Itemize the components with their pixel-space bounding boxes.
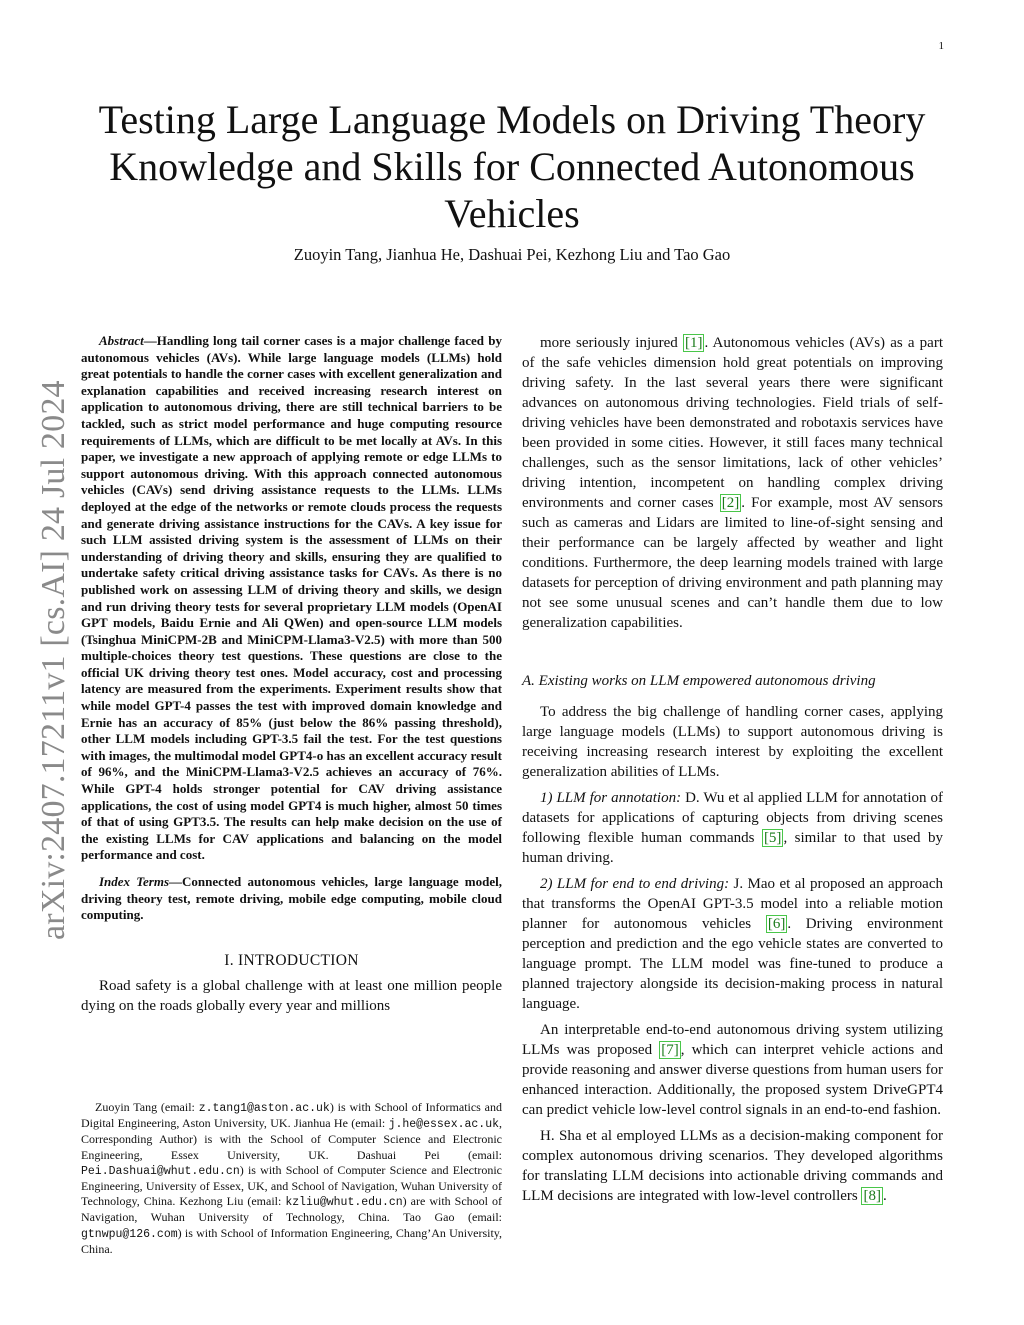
intro-paragraph-continued	[522, 333, 943, 633]
email-address[interactable]: z.tang1@aston.ac.uk	[198, 1102, 330, 1115]
intro-text-b: . Autonomous vehicles (AVs) as a part of the safe vehicles dimension hold great potentials on improving driving safety. In the last several years there were significant advances on autonomous driving technologies. Field trials of self-driving vehicles have been demonstrated and robotaxis services have been provided in some cities. However, it still faces many technical challenges, such as the sensor limitations, lack of other vehicles’ driving intention, incompetent on handling complex driving environments and corner cases	[522, 335, 943, 511]
section-a-paragraph-drivegpt4	[522, 1020, 943, 1120]
section-heading-introduction: I. INTRODUCTION	[224, 951, 359, 969]
section-a-paragraph-end-to-end	[522, 874, 943, 1014]
paragraph-label: 1) LLM for annotation:	[540, 790, 682, 806]
email-address[interactable]: gtnwpu@126.com	[81, 1227, 178, 1241]
footnote-text: ) are with School of Navigation, Wuhan University of Technology, China. Tao Gao (email:	[81, 1194, 502, 1225]
citation-link[interactable]: [1]	[684, 335, 703, 351]
author-list: Zuoyin Tang, Jianhua He, Dashuai Pei, Kezhong Liu and Tao Gao	[293, 245, 731, 264]
email-address[interactable]: j.he@essex.ac.uk	[388, 1118, 499, 1132]
footnote-text: Zuoyin Tang (email:	[95, 1100, 199, 1114]
footnote-text: ) is with School of Informatics and Digital Engineering, Aston University, UK. Jianhua He (email:	[81, 1100, 502, 1131]
section-a-paragraph-1: To address the big challenge of handling corner cases, applying large language models (LLMs) to support autonomous driving is receiving increasing research interest by exploiting the excellent generalization abilities of LLMs.	[522, 704, 943, 780]
paragraph-label: 2) LLM for end to end driving:	[540, 876, 730, 892]
paragraph-text: .	[882, 1188, 887, 1204]
index-terms-label: Index Terms	[99, 874, 170, 889]
page-number: 1	[938, 40, 944, 52]
abstract-label: Abstract	[99, 333, 144, 348]
paragraph-text: D. Wu et al applied LLM for annotation of datasets for applications of capturing objects from driving scenes following flexible human commands	[522, 790, 943, 846]
section-a-paragraph-annotation	[522, 788, 943, 868]
citation-link[interactable]: [5]	[763, 830, 782, 846]
section-a-paragraph-decision	[522, 1126, 943, 1206]
right-column	[522, 333, 943, 1206]
email-address[interactable]: Pei.Dashuai@whut.edu.cn	[81, 1164, 240, 1178]
citation-link[interactable]: [2]	[721, 495, 740, 511]
paragraph-text: An interpretable end-to-end autonomous driving system utilizing LLMs was proposed	[522, 1022, 943, 1058]
email-address[interactable]: kzliu@whut.edu.cn	[285, 1196, 403, 1210]
author-affiliation-footnote	[81, 1100, 502, 1257]
paragraph-text: . Driving environment perception and prediction and the ego vehicle states are converted to language prompt. The LLM model was fine-tuned to produce a planned trajectory alongside its decision-making process in natural language.	[522, 916, 943, 1012]
abstract-text: —Handling long tail corner cases is a major challenge faced by autonomous vehicles (AVs). While large language models (LLMs) hold great potentials to handle the corner cases with excellent generalization and explanation capabilities and received increasing research interest on application to autonomous driving, there are still technical barriers to be tackled, such as strict model performance and huge computing resource requirements of LLMs, which are difficult to be met locally at AVs. In this paper, we investigate a new approach of applying remote or edge LLMs to support autonomous driving. With this approach connected autonomous vehicles (CAVs) send driving assistance requests to the LLMs. LLMs deployed at the edge of the networks or remote clouds process the requests and generate driving assistance instructions for the CAVs. A key issue for such LLM assisted driving system is the assessment of LLMs on their understanding of driving theory and skills, ensuring they are qualified to undertake safety critical driving assistance tasks for CAVs. As there is no published work on assessing LLM of driving theory and skills, we design and run driving theory tests for several proprietary LLM models (OpenAI GPT models, Baidu Ernie and Ali QWen) and open-source LLM models (Tsinghua MiniCPM-2B and MiniCPM-Llama3-V2.5) with more than 500 multiple-choices theory test questions. These questions are close to the official UK driving theory test ones. Model accuracy, cost and processing latency are measured from the experiments. Experiment results show that while model GPT-4 passes the test with improved domain knowledge and Ernie has an accuracy of 85% (just below the 86% passing threshold), other LLM models including GPT-3.5 fail the test. For the test questions with images, the multimodal model GPT4-o has an excellent accuracy result of 96%, and the MiniCPM-Llama3-V2.5 achieves an accuracy of 76%. While GPT-4 holds stronger potential for CAV driving assistance applications, the cost of using model GPT4 is much higher, almost 50 times of that of using GPT3.5. The results can help make decision on the use of the existing LLMs for CAV applications and balancing on the model performance and cost.	[81, 333, 502, 863]
arxiv-identifier[interactable]: arXiv:2407.17211v1 [cs.AI] 24 Jul 2024	[35, 380, 72, 940]
footnote-text: ) is with School of Computer Science and Electronic Engineering, University of Essex, UK, and School of Navigation, Wuhan University of Technology, China. Kezhong Liu (email:	[81, 1162, 502, 1209]
intro-text-c: . For example, most AV sensors such as cameras and Lidars are limited to line-of-sight sensing and their performance can be largely affected by weather and light conditions. Furthermore, the deep learning models trained with large datasets for perception of driving environment and path planning may not see some unusual scenes and can’t handle them due to low generalization capabilities.	[522, 495, 943, 631]
citation-link[interactable]: [6]	[767, 916, 786, 932]
citation-link[interactable]: [8]	[863, 1188, 881, 1204]
paragraph-text: H. Sha et al employed LLMs as a decision-making component for complex autonomous driving scenarios. They developed algorithms for translating LLM decisions into actionable driving commands and LLM decisions are integrated with low-level controllers	[522, 1128, 943, 1204]
intro-paragraph: Road safety is a global challenge with at least one million people dying on the roads globally every year and millions	[81, 977, 502, 1014]
citation-link[interactable]: [7]	[661, 1042, 679, 1058]
left-column	[81, 333, 502, 1016]
index-terms	[81, 874, 502, 924]
paragraph-text: J. Mao et al proposed an approach that transforms the OpenAI GPT-3.5 model into a reliable motion planner for autonomous vehicles	[522, 876, 943, 932]
subsection-heading: A. Existing works on LLM empowered autonomous driving	[522, 673, 876, 689]
paragraph-text: , which can interpret vehicle actions and provide reasoning and answer diverse questions from human users for enhanced interaction. Additionally, the proposed system DriveGPT4 can predict vehicle low-level control signals in an end-to-end fashion.	[522, 1042, 943, 1118]
footnote-text: ) is with School of Information Engineering, Chang’An University, China.	[81, 1225, 502, 1256]
paper-title: Testing Large Language Models on Driving Theory Knowledge and Skills for Connected Autonomous Vehicles	[98, 97, 926, 236]
footnote-text: , Corresponding Author) is with the School of Computer Science and Electronic Engineering, Essex University, UK. Dashuai Pei (email:	[81, 1116, 502, 1162]
index-terms-text: —Connected autonomous vehicles, large language model, driving theory test, remote driving, mobile edge computing, mobile cloud computing.	[81, 874, 502, 923]
intro-text-a: more seriously injured	[540, 335, 683, 351]
paragraph-text: , similar to that used by human driving.	[522, 830, 943, 866]
abstract	[81, 333, 502, 864]
